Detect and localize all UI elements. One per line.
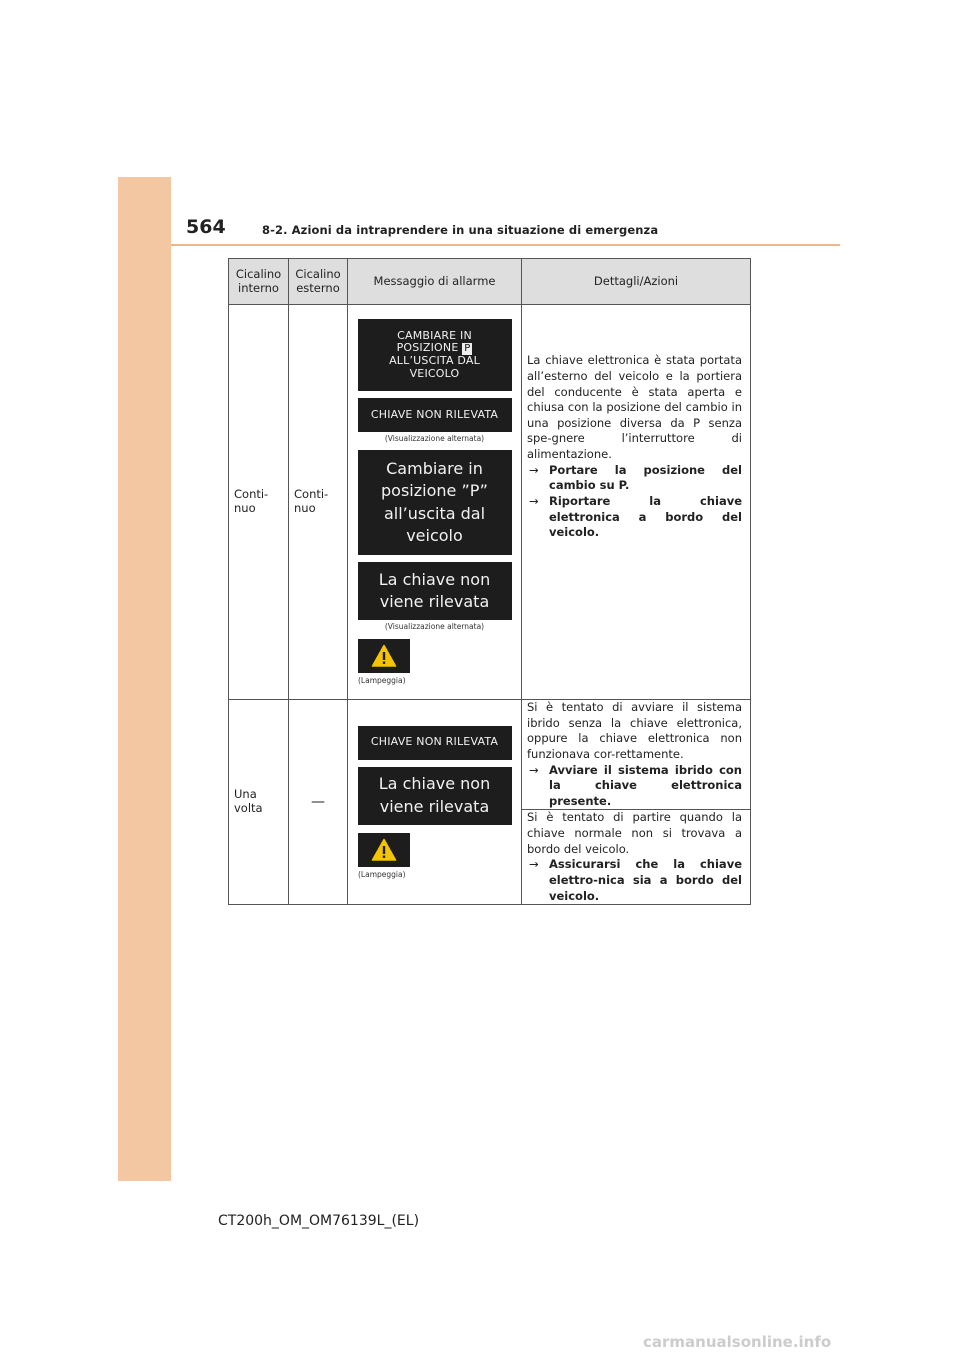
header-external-buzzer: Cicalino esterno xyxy=(289,259,348,305)
detail-text: Si è tentato di partire quando la chiave normale non si trovava a bordo del veicolo. xyxy=(527,810,742,856)
header-alarm-message: Messaggio di allarme xyxy=(348,259,522,305)
warning-triangle-icon xyxy=(371,838,397,862)
display-key-not-detected-caps: CHIAVE NON RILEVATA xyxy=(358,398,512,432)
watermark: carmanualsonline.info xyxy=(643,1333,832,1351)
right-arrow-icon: → xyxy=(529,857,539,872)
header-rule xyxy=(171,244,840,246)
detail-text: La chiave elettronica è stata portata all’esterno del veicolo e la portiera del conducente è stata aperta e chiusa con la posizione del cambio in una posizione diversa da P senza spe-gnere l’interruttore di alimentazione. xyxy=(527,353,742,461)
action-item: → Assicurarsi che la chiave elettro-nica sia a bordo del veicolo. xyxy=(529,857,742,903)
alternating-caption: (Visualizzazione alternata) xyxy=(384,622,485,631)
warning-light xyxy=(358,833,410,867)
alternating-caption: (Visualizzazione alternata) xyxy=(384,434,485,443)
alarm-message-cell xyxy=(348,700,522,905)
display-shift-to-p: Cambiare in posizione ”P” all’uscita dal veicolo xyxy=(358,450,512,555)
header-internal-buzzer: Cicalino interno xyxy=(229,259,289,305)
chapter-side-band xyxy=(118,177,171,1181)
flashing-caption: (Lampeggia) xyxy=(358,676,406,685)
details-cell xyxy=(522,700,751,810)
p-position-symbol: P xyxy=(464,343,471,355)
external-buzzer-cell: — xyxy=(289,700,348,905)
internal-buzzer-cell: Conti- nuo xyxy=(229,305,289,700)
alarm-table xyxy=(228,258,751,905)
external-buzzer-cell: Conti- nuo xyxy=(289,305,348,700)
header-details-actions: Dettagli/Azioni xyxy=(522,259,751,305)
flashing-caption: (Lampeggia) xyxy=(358,869,406,879)
table-row xyxy=(229,700,751,810)
action-item: → Avviare il sistema ibrido con la chiave elettronica presente. xyxy=(529,762,742,808)
table-header-row xyxy=(229,259,751,305)
details-cell xyxy=(522,810,751,905)
warning-light xyxy=(358,639,410,673)
action-item: → Portare la posizione del cambio su P. xyxy=(529,462,742,493)
display-shift-to-p-caps: CAMBIARE IN POSIZIONE P ALL’USCITA DAL VEICOLO xyxy=(358,319,512,391)
display-key-not-detected-caps: CHIAVE NON RILEVATA xyxy=(358,726,512,760)
right-arrow-icon: → xyxy=(529,462,539,477)
table-row xyxy=(229,305,751,700)
right-arrow-icon: → xyxy=(529,762,539,777)
action-item: → Riportare la chiave elettronica a bordo del veicolo. xyxy=(529,493,742,540)
page-number: 564 xyxy=(186,216,226,238)
display-key-not-detected: La chiave non viene rilevata xyxy=(358,767,512,825)
detail-text: Si è tentato di avviare il sistema ibrido senza la chiave elettronica, oppure la chiave elettronica non funzionava cor-rettamente. xyxy=(527,700,742,761)
alarm-message-cell xyxy=(348,305,522,700)
document-code: CT200h_OM_OM76139L_(EL) xyxy=(218,1213,420,1229)
warning-triangle-icon xyxy=(371,644,397,668)
details-cell xyxy=(522,305,751,700)
section-title: 8-2. Azioni da intraprendere in una situazione di emergenza xyxy=(262,223,659,237)
internal-buzzer-cell: Una volta xyxy=(229,700,289,905)
right-arrow-icon: → xyxy=(529,493,539,508)
display-key-not-detected: La chiave non viene rilevata xyxy=(358,562,512,620)
